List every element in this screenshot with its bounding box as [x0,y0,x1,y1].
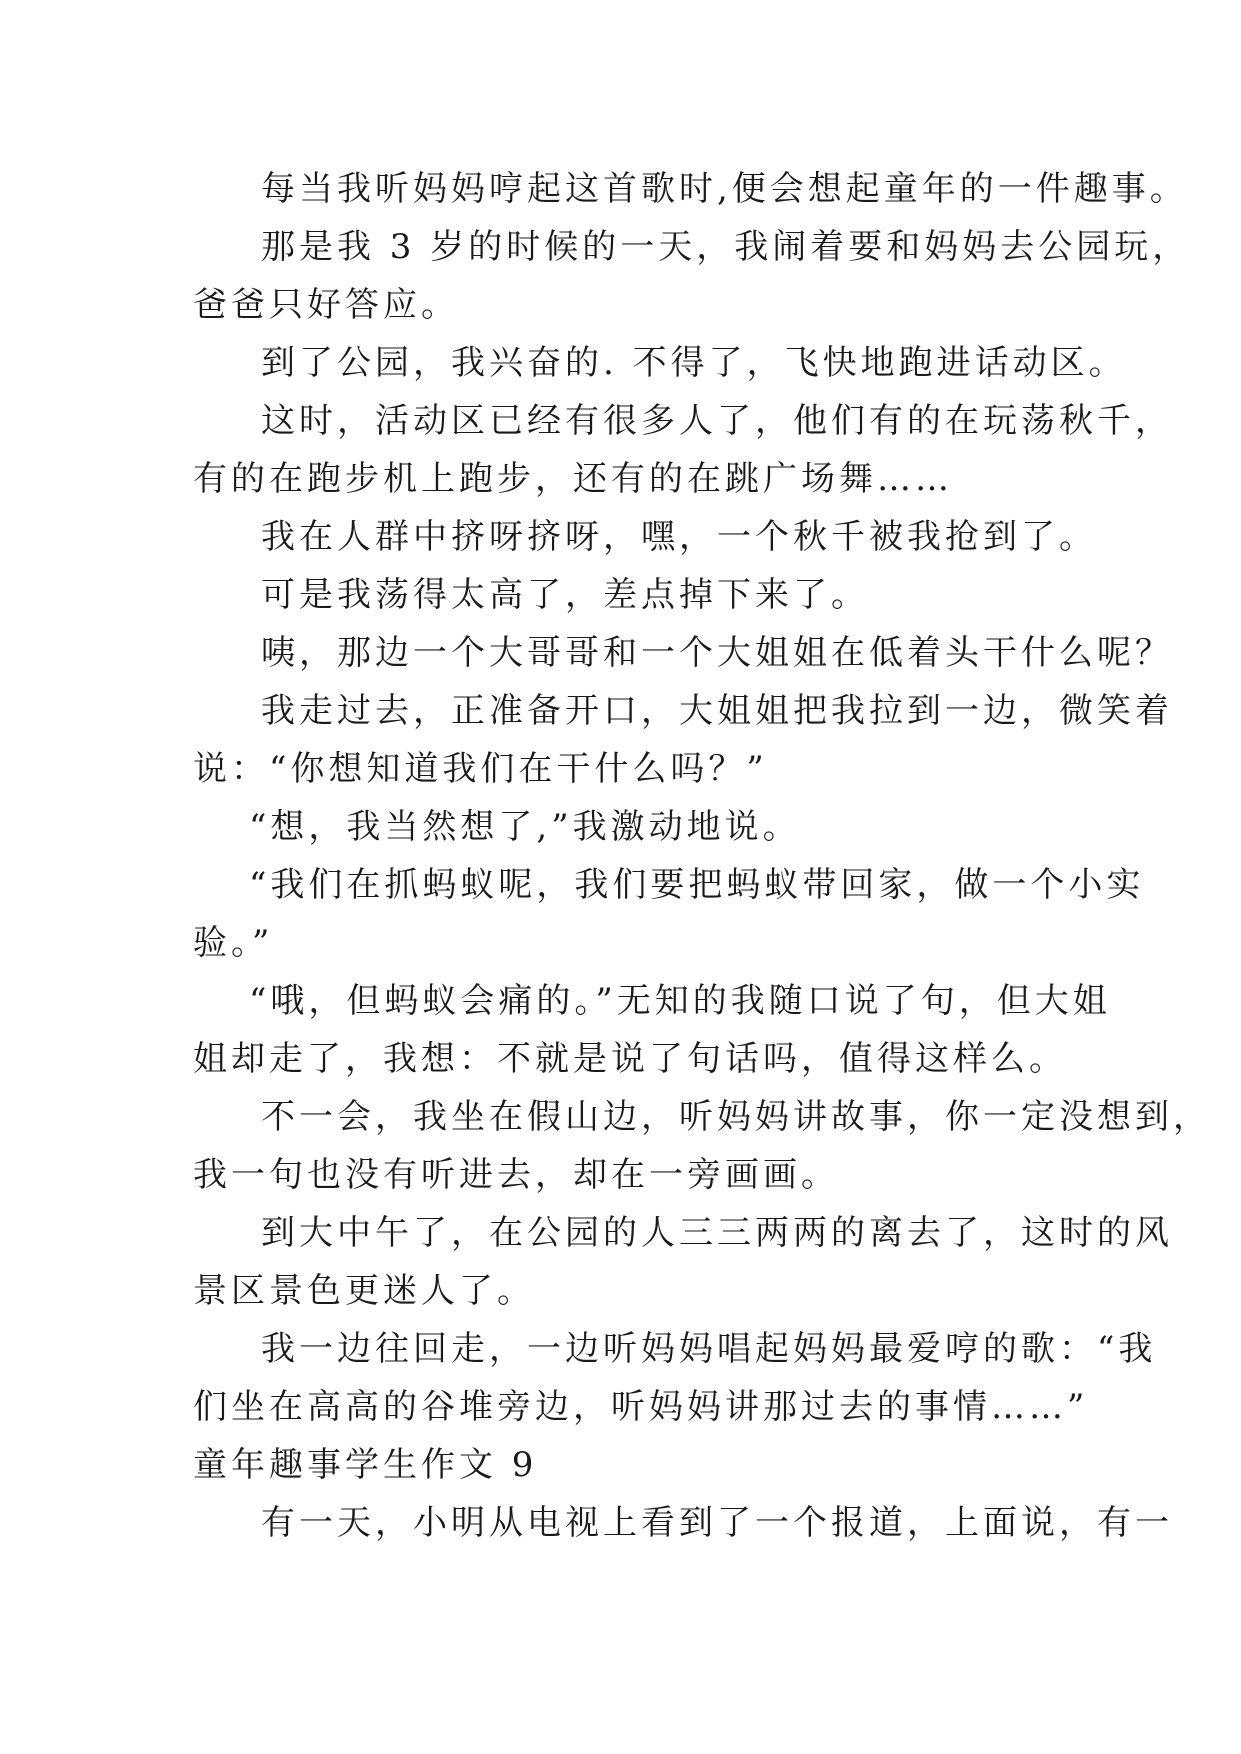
paragraph-line: 这时，活动区已经有很多人了，他们有的在玩荡秋千， [261,401,1173,441]
paragraph-line: 我走过去，正准备开口，大姐姐把我拉到一边，微笑着 [261,691,1173,731]
paragraph-line: “哦，但蚂蚁会痛的。”无知的我随口说了句，但大姐 [249,981,1111,1021]
paragraph-line: 爸爸只好答应。 [193,285,459,325]
paragraph-line: 们坐在高高的谷堆旁边，听妈妈讲那过去的事情……” [193,1387,1089,1427]
paragraph-line: 有一天，小明从电视上看到了一个报道，上面说，有一 [261,1503,1173,1543]
paragraph-line: 说：“你想知道我们在干什么吗？” [193,749,768,789]
paragraph-line: 到大中午了，在公园的人三三两两的离去了，这时的风 [261,1213,1173,1253]
paragraph-line: 每当我听妈妈哼起这首歌时,便会想起童年的一件趣事。 [261,169,1188,209]
paragraph-line: 我一边往回走，一边听妈妈唱起妈妈最爱哼的歌：“我 [261,1329,1157,1369]
paragraph-line: 验。” [193,923,274,963]
paragraph-line: “我们在抓蚂蚁呢，我们要把蚂蚁带回家，做一个小实 [249,865,1145,905]
paragraph-line: 咦，那边一个大哥哥和一个大姐姐在低着头干什么呢？ [261,633,1173,673]
paragraph-line: 有的在跑步机上跑步，还有的在跳广场舞…… [193,459,953,499]
paragraph-line: 景区景色更迷人了。 [193,1271,535,1311]
paragraph-line: 可是我荡得太高了，差点掉下来了。 [261,575,869,615]
essay-text [193,160,1211,1552]
paragraph-line: 姐却走了，我想：不就是说了句话吗，值得这样么。 [193,1039,1067,1079]
paragraph-line: 那是我 3 岁的时候的一天，我闹着要和妈妈去公园玩， [261,227,1191,267]
paragraph-line: 我一句也没有听进去，却在一旁画画。 [193,1155,839,1195]
section-heading: 童年趣事学生作文 9 [193,1445,538,1485]
paragraph-line: 不一会，我坐在假山边，听妈妈讲故事，你一定没想到， [261,1097,1211,1137]
paragraph-line: “想，我当然想了,”我激动地说。 [249,807,801,847]
paragraph-line: 到了公园，我兴奋的. 不得了，飞快地跑进话动区。 [261,343,1127,383]
paragraph-line: 我在人群中挤呀挤呀，嘿，一个秋千被我抢到了。 [261,517,1097,557]
